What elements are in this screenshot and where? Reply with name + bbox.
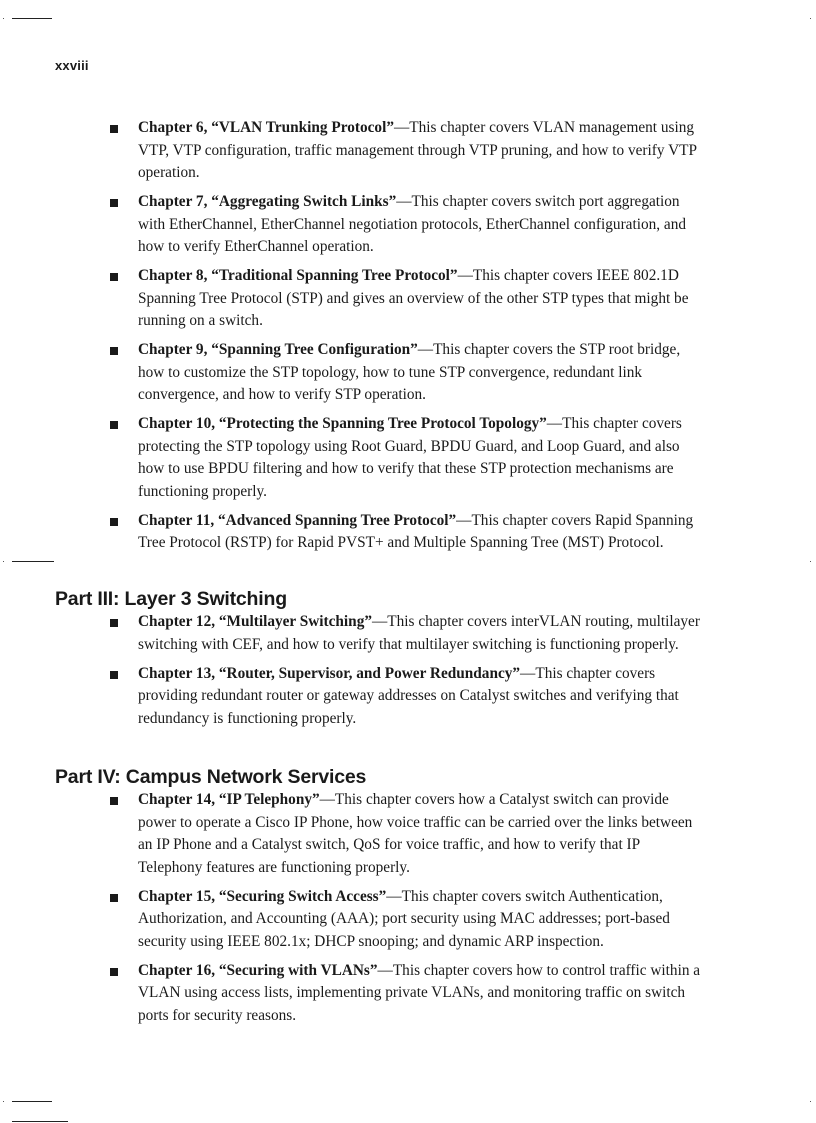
- chapter-description: —This chapter covers Rapid Spanning Tree Protocol (RSTP) for Rapid PVST+ and Multiple Spanning Tree (MST) Protocol.: [138, 511, 694, 551]
- list-item: [0, 789, 703, 879]
- square-bullet-icon: [110, 797, 118, 805]
- chapter-title: Chapter 6, “VLAN Trunking Protocol”: [138, 119, 394, 136]
- crop-mark: [3, 18, 4, 19]
- chapter-description: —This chapter covers how to control traffic within a VLAN using access lists, implementing private VLANs, and monitoring traffic on switch ports for security reasons.: [138, 961, 701, 1024]
- chapter-list-part2: [0, 117, 816, 561]
- square-bullet-icon: [110, 671, 118, 679]
- list-item: [0, 265, 703, 333]
- chapter-description: —This chapter covers VLAN management using VTP, VTP configuration, traffic management through VTP pruning, and how to verify VTP operation.: [138, 119, 697, 181]
- square-bullet-icon: [110, 518, 118, 526]
- chapter-title: Chapter 14, “IP Telephony”: [138, 791, 320, 808]
- list-item: [0, 960, 703, 1028]
- list-item: [0, 117, 703, 185]
- chapter-title: Chapter 9, “Spanning Tree Configuration”: [138, 341, 418, 358]
- list-item: [0, 886, 703, 954]
- square-bullet-icon: [110, 273, 118, 281]
- chapter-title: Chapter 8, “Traditional Spanning Tree Protocol”: [138, 267, 458, 284]
- list-item: [0, 191, 703, 259]
- chapter-description: —This chapter covers interVLAN routing, multilayer switching with CEF, and how to verify that multilayer switching is functioning properly.: [138, 613, 700, 653]
- part3-heading: Part III: Layer 3 Switching: [55, 588, 287, 610]
- chapter-title: Chapter 15, “Securing Switch Access”: [138, 887, 387, 905]
- bottom-rule-upper: [12, 1101, 52, 1102]
- chapter-title: Chapter 10, “Protecting the Spanning Tree Protocol Topology”: [138, 415, 547, 432]
- list-item: [0, 510, 703, 555]
- chapter-description: —This chapter covers providing redundant router or gateway addresses on Catalyst switches and verifying that redundancy is functioning properly.: [138, 664, 679, 727]
- chapter-list-part4: [0, 789, 816, 1034]
- chapter-title: Chapter 16, “Securing with VLANs”: [138, 961, 378, 979]
- crop-mark: [3, 1101, 4, 1102]
- chapter-description: —This chapter covers switch port aggregation with EtherChannel, EtherChannel negotiation protocols, EtherChannel configuration, and how to verify EtherChannel operation.: [138, 193, 686, 255]
- top-rule: [12, 18, 52, 19]
- list-item: [0, 339, 703, 407]
- chapter-description: —This chapter covers how a Catalyst switch can provide power to operate a Cisco IP Phone, how voice traffic can be carried over the links between an IP Phone and a Catalyst switch, QoS for voice traffic, and how to verify that IP Telephony features are functioning properly.: [138, 791, 693, 876]
- list-item: [0, 663, 703, 731]
- square-bullet-icon: [110, 199, 118, 207]
- square-bullet-icon: [110, 619, 118, 627]
- chapter-title: Chapter 7, “Aggregating Switch Links”: [138, 193, 397, 210]
- list-item: [0, 413, 703, 503]
- chapter-title: Chapter 12, “Multilayer Switching”: [138, 613, 372, 630]
- square-bullet-icon: [110, 347, 118, 355]
- chapter-description: —This chapter covers IEEE 802.1D Spanning Tree Protocol (STP) and gives an overview of the other STP types that might be running on a switch.: [138, 267, 689, 329]
- crop-mark: [810, 1101, 811, 1102]
- square-bullet-icon: [110, 968, 118, 976]
- list-item: [0, 611, 703, 656]
- crop-mark: [810, 18, 811, 19]
- chapter-list-part3: [0, 611, 816, 737]
- square-bullet-icon: [110, 125, 118, 133]
- bottom-rule-lower: [12, 1121, 68, 1122]
- part4-heading: Part IV: Campus Network Services: [55, 766, 367, 788]
- chapter-title: Chapter 11, “Advanced Spanning Tree Protocol”: [138, 511, 457, 529]
- chapter-title: Chapter 13, “Router, Supervisor, and Power Redundancy”: [138, 664, 521, 682]
- square-bullet-icon: [110, 421, 118, 429]
- chapter-description: —This chapter covers switch Authentication, Authorization, and Accounting (AAA); port security using MAC addresses; port-based security using IEEE 802.1x; DHCP snooping; and dynamic ARP inspection.: [138, 887, 670, 950]
- mid-rule: [12, 561, 54, 562]
- page-number: xxviii: [55, 58, 89, 73]
- chapter-description: —This chapter covers the STP root bridge, how to customize the STP topology, how to tune STP convergence, redundant link convergence, and how to verify STP operation.: [138, 341, 681, 403]
- square-bullet-icon: [110, 894, 118, 902]
- crop-mark: [810, 561, 811, 562]
- crop-mark: [3, 561, 4, 562]
- chapter-description: —This chapter covers protecting the STP topology using Root Guard, BPDU Guard, and Loop Guard, and also how to use BPDU filtering and how to verify that these STP protection mechanisms are functioning properly.: [138, 415, 682, 500]
